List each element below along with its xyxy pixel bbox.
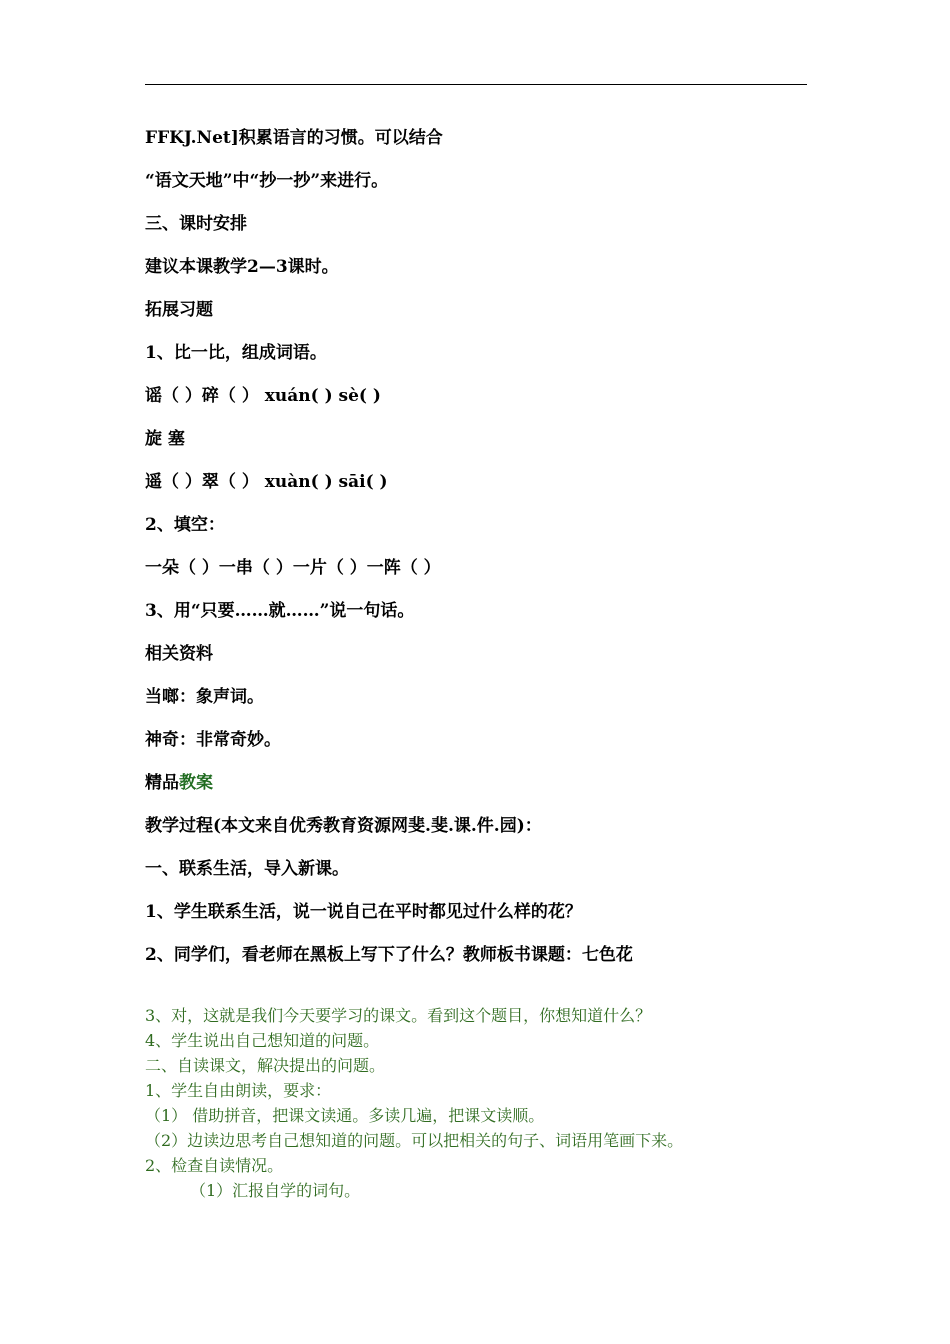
exercise-item: 谣（ ）碎（ ） xuán( ) sè( ) (145, 386, 381, 406)
exercise-item: 旋 塞 (145, 429, 185, 449)
section-heading: 一、联系生活，导入新课。 (145, 859, 349, 879)
exercise-item: 1、比一比，组成词语。 (145, 343, 327, 363)
header-rule (145, 84, 807, 85)
section-heading: 相关资料 (145, 644, 213, 664)
text-line: 教学过程(本文来自优秀教育资源网斐.斐.课.件.园)： (145, 816, 542, 836)
section-heading: 拓展习题 (145, 300, 213, 320)
text-line: “语文天地”中“抄一抄”来进行。 (145, 171, 389, 191)
green-text-line: 二、自读课文，解决提出的问题。 (145, 1056, 386, 1075)
exercise-item: 2、填空： (145, 515, 225, 535)
text-line: 2、同学们，看老师在黑板上写下了什么？教师板书课题：七色花 (145, 945, 633, 965)
green-text-line: 1、学生自由朗读，要求： (145, 1081, 332, 1100)
text-line: 建议本课教学2—3课时。 (145, 257, 339, 277)
exercise-item: 一朵（ ）一串（ ）一片（ ）一阵（ ） (145, 558, 441, 578)
green-text-line: 4、学生说出自己想知道的问题。 (145, 1031, 380, 1050)
jingpin-link[interactable]: 教案 (179, 773, 213, 793)
jingpin-line (145, 773, 213, 793)
section-heading: 三、课时安排 (145, 214, 247, 234)
exercise-item: 3、用“只要……就……”说一句话。 (145, 601, 415, 621)
green-text-line: （2）边读边思考自己想知道的问题。可以把相关的句子、词语用笔画下来。 (145, 1131, 684, 1150)
text-line: 神奇：非常奇妙。 (145, 730, 281, 750)
text-line: 当啷：象声词。 (145, 687, 264, 707)
jingpin-prefix: 精品 (145, 773, 179, 793)
green-text-line: 3、对，这就是我们今天要学习的课文。看到这个题目，你想知道什么？ (145, 1006, 652, 1025)
green-text-line: （1） 借助拼音，把课文读通。多读几遍，把课文读顺。 (145, 1106, 545, 1125)
text-line: 1、学生联系生活，说一说自己在平时都见过什么样的花？ (145, 902, 582, 922)
exercise-item: 遥（ ）翠（ ） xuàn( ) sāi( ) (145, 472, 388, 492)
green-text-line: （1）汇报自学的词句。 (190, 1181, 361, 1200)
text-line: FFKJ.Net]积累语言的习惯。可以结合 (145, 128, 443, 148)
green-text-line: 2、检查自读情况。 (145, 1156, 284, 1175)
